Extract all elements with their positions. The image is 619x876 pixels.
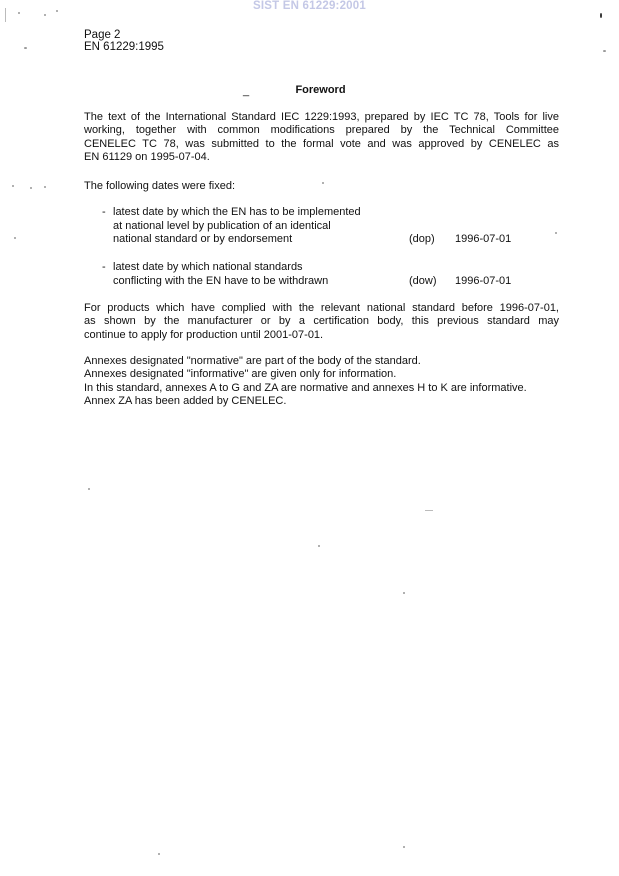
bullet-dash: - [102, 261, 106, 273]
date-item-dow [102, 261, 512, 288]
date-item-text: national standard or by endorsement [113, 233, 293, 246]
scan-speck [30, 187, 32, 189]
scan-speck [600, 13, 602, 18]
scan-speck [403, 592, 405, 594]
date-abbr: (dop) [409, 233, 435, 246]
text-line: For products which have complied with the relevant national standard before 1996-07-01, [84, 302, 559, 314]
text-line: Annexes designated "normative" are part of the body of the standard. [84, 355, 421, 367]
watermark: SIST EN 61229:2001 [253, 0, 366, 12]
scan-speck [18, 12, 20, 14]
scan-speck [555, 232, 557, 234]
page-header [84, 29, 164, 53]
scan-speck [603, 50, 606, 52]
date-abbr: (dow) [409, 274, 437, 287]
scan-speck [24, 47, 27, 49]
text-line: working, together with common modifications prepared by the Technical Committee [84, 124, 559, 137]
date-value: 1996-07-01 [455, 274, 512, 287]
foreword-title: Foreword [295, 84, 346, 96]
date-value: 1996-07-01 [455, 233, 512, 246]
date-item-text: conflicting with the EN have to be withdrawn [113, 274, 329, 287]
page-number: Page 2 [84, 29, 121, 41]
scan-speck [44, 186, 46, 188]
text-line: EN 61129 on 1995-07-04. [84, 150, 210, 163]
date-item-text-row [113, 274, 512, 289]
intro-paragraph [84, 111, 559, 164]
text-line: In this standard, annexes A to G and ZA are normative and annexes H to K are informative. [84, 381, 527, 394]
dates-intro: The following dates were fixed: [84, 180, 236, 192]
standard-number: EN 61229:1995 [84, 41, 164, 53]
date-item-text: latest date by which the EN has to be implemented [113, 206, 361, 218]
foreword-dash: _ [243, 85, 250, 97]
text-line: Annex ZA has been added by CENELEC. [84, 394, 287, 407]
date-item-text: latest date by which national standards [113, 261, 303, 273]
scan-speck [403, 846, 405, 848]
text-line: Annexes designated "informative" are given only for information. [84, 368, 397, 381]
text-line: continue to apply for production until 2001-07-01. [84, 328, 324, 341]
date-item-text-row [113, 233, 512, 247]
text-line: as shown by the manufacturer or by a certification body, this previous standard may [84, 315, 559, 328]
scan-speck [158, 853, 160, 855]
date-item-text: at national level by publication of an identical [113, 219, 331, 232]
scan-speck [44, 14, 46, 16]
scan-speck [322, 182, 324, 184]
text-line: The text of the International Standard IEC 1229:1993, prepared by IEC TC 78, Tools for live [84, 111, 559, 123]
annex-paragraph [84, 355, 559, 408]
text-line: CENELEC TC 78, was submitted to the formal vote and was approved by CENELEC as [84, 137, 559, 150]
scan-speck [12, 185, 14, 187]
date-item-dop [102, 206, 512, 247]
scan-speck [5, 8, 6, 22]
scan-speck [318, 545, 320, 547]
scan-speck [56, 10, 58, 12]
scan-speck [425, 510, 433, 511]
scan-speck [88, 488, 90, 490]
scan-speck [14, 237, 16, 239]
bullet-dash: - [102, 206, 106, 218]
products-paragraph [84, 302, 559, 342]
